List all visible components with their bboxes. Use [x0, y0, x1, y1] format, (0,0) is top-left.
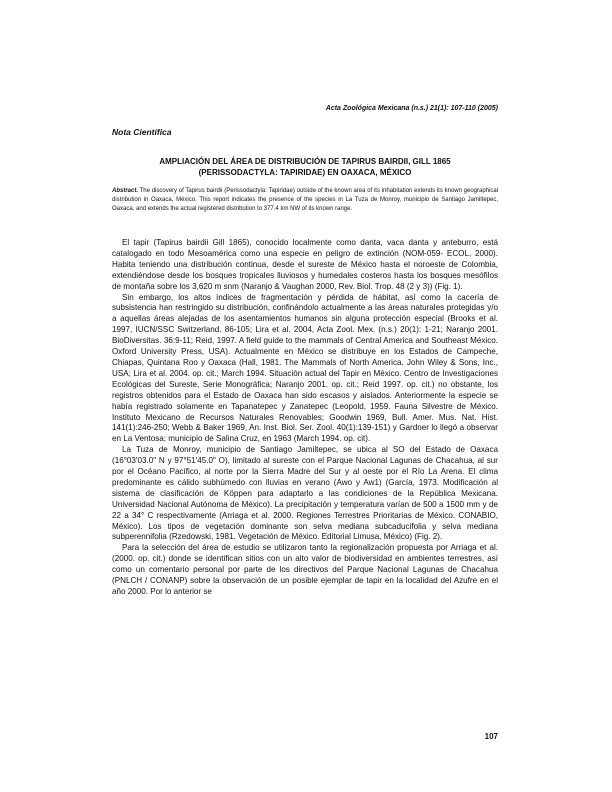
paragraph-3: La Tuza de Monroy, municipio de Santiago Jamiltepec, se ubica al SO del Estado de Oaxaca (16°03'03.0" N y 97°51'45.0" O), limitado al sureste con el Parque Nacional Lagunas de Chacahua, al sur por el Océano Pacífico, al norte por la Sierra Madre del Sur y al oeste por el Río La Arena. El clima predominante es cálido subhúmedo con lluvias en verano (Awo y Aw1) (García, 1973. Modificación al sistema de clasificación de Köppen para adaptarlo a las condiciones de la República Mexicana. Universidad Nacional Autónoma de México). La precipitación y temperatura varían de 500 a 1500 mm y de 22 a 34° C respectivamente (Arriaga et al. 2000. Regiones Terrestres Prioritarias de México. CONABIO, México). Los tipos de vegetación dominante son selva mediana subcaducifolia y selva mediana subperennifolia (Rzedowski, 1981. Vegetación de México. Editorial Limusa, México) (Fig. 2). — [112, 445, 498, 542]
abstract — [112, 187, 498, 214]
abstract-label: Abstract. — [112, 188, 139, 194]
article-body — [112, 238, 498, 598]
page-number: 107 — [484, 732, 498, 741]
paragraph-1: El tapir (Tapirus bairdii Gill 1865), conocido localmente como danta, vaca danta y anteburro, está catalogado en todo Mesoamérica como una especie en peligro de extinción (NOM-059- ECOL, 2000). Habita teniendo una distribución continua, desde el sureste de México hasta el noroeste de Colombia, extendiéndose desde los bosques tropicales lluviosos y humedales costeros hasta los bosques mesófilos de montaña sobre los 3,620 m snm (Naranjo & Vaughan 2000, Rev. Biol. Trop. 48 (2 y 3)) (Fig. 1). — [112, 238, 498, 291]
paragraph-2: Sin embargo, los altos índices de fragmentación y pérdida de hábitat, así como la cacería de subsistencia han restringido su distribución, confinándolo actualmente a las áreas naturales protegidas y/o a aquellas áreas alejadas de los asentamientos humanos sin alguna protección especial (Brooks et al. 1997, IUCN/SSC Switzerland. 86-105; Lira et al. 2004, Acta Zool. Mex. (n.s.) 20(1): 1-21; Naranjo 2001. BioDiversitas. 36:9-11; Reid, 1997. A field guide to the mammals of Central America and Southeast México. Oxford University Press, USA). Actualmente en México se distribuye en los Estados de Campeche, Chiapas, Quintana Roo y Oaxaca (Hall, 1981. The Mammals of North America. John Wiley & Sons, Inc., USA; Lira et al. 2004. op. cit.; March 1994. Situación actual del Tapir en México. Centro de Investigaciones Ecológicas del Sureste, Serie Monográfica; Naranjo 2001. op. cit.; Reid 1997. op. cit.) no obstante, los registros obtenidos para el Estado de Oaxaca han sido escasos y aislados. Anteriormente la especie se había registrado solamente en Tapanatepec y Zanatepec (Leopold, 1959. Fauna Silvestre de México. Instituto Mexicano de Recursos Naturales Renovables; Goodwin 1969, Bull. Amer. Mus. Nat. Hist. 141(1):246-250; Webb & Baker 1969, An. Inst. Biol. Ser. Zool. 40(1):139-151) y Gardner lo llegó a observar en La Ventosa; municipio de Salina Cruz, en 1963 (March 1994. op. cit). — [112, 292, 498, 444]
abstract-text: The discovery of Tapirus bairdii (Perissodactyla: Tapiridae) outside of the known area of its inhabitation extends its known geographical distribution in Oaxaca, México. This report indicates the presence of the species in La Tuza de Monroy, municipio de Santiago Jamiltepec, Oaxaca, and extends the actual registered distribution to 377.4 km NW of its known range. — [112, 188, 499, 212]
article-title — [112, 156, 498, 178]
section-label: Nota Científica — [112, 127, 172, 137]
journal-citation: Acta Zoológica Mexicana (n.s.) 21(1): 107-110 (2005) — [325, 105, 498, 112]
title-line-2: (PERISSODACTYLA: TAPIRIDAE) EN OAXACA, MÉXICO — [198, 168, 412, 177]
paragraph-4: Para la selección del área de estudio se utilizaron tanto la regionalización propuesta por Arriaga et al. (2000. op. cit.) donde se identifican sitios con un alto valor de biodiversidad en ambientes terrestres, así como un comentario personal por parte de los directivos del Parque Nacional Lagunas de Chacahua (PNLCH / CONANP) sobre la observación de un posible ejemplar de tapir en la localidad del Azufre en el año 2000. Por lo anterior se — [112, 543, 498, 596]
title-line-1: AMPLIACIÓN DEL ÁREA DE DISTRIBUCIÓN DE TAPIRUS BAIRDII, GILL 1865 — [159, 157, 451, 166]
